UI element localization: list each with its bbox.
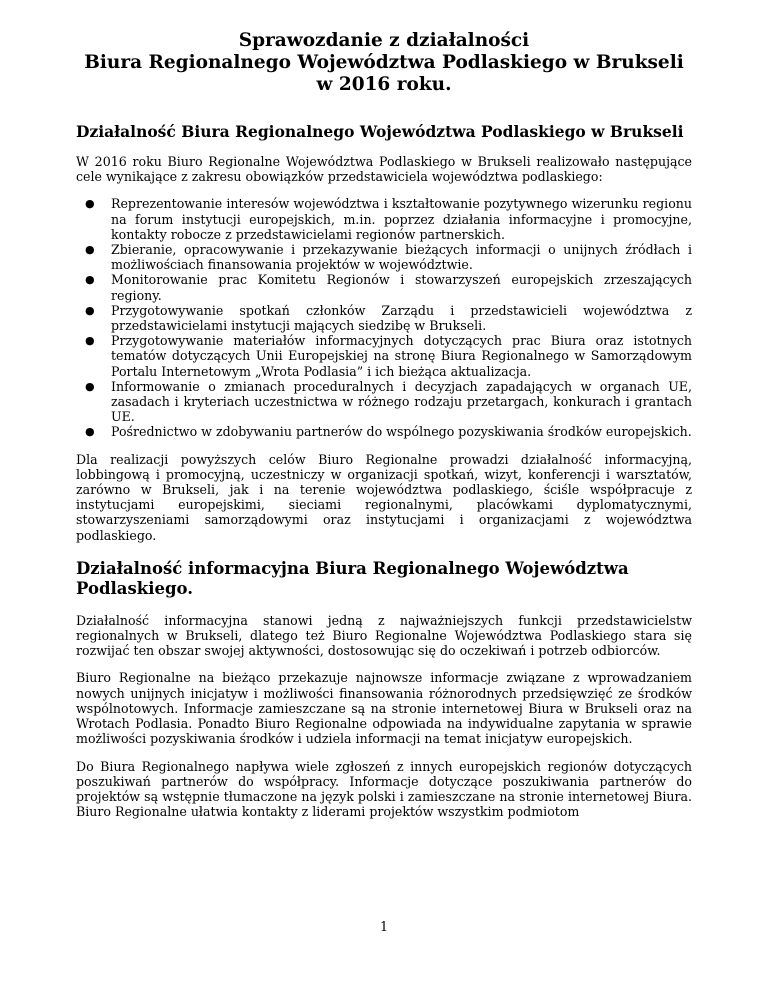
list-item: ● Monitorowanie prac Komitetu Regionów i stowarzyszeń europejskich zrzeszających regiony. [85,272,692,303]
section-2-heading: Działalność informacyjna Biura Regionalnego Województwa Podlaskiego. [76,558,629,598]
title-line-3: w 2016 roku. [316,74,452,95]
list-item: ● Informowanie o zmianach proceduralnych i decyzjach zapadających w organach UE, zasadach i kryteriach uczestnictwa w różnego rodzaju przetargach, konkurach i grantach UE. [85,378,692,425]
section-1-heading: Działalność Biura Regionalnego Województwa Podlaskiego w Brukseli [76,122,684,141]
section-2-paragraph: Do Biura Regionalnego napływa wiele zgłoszeń z innych europejskich regionów dotyczących poszukiwań partnerów do współpracy. Informacje dotyczące poszukiwania partnerów do projektów są wstępnie tłumaczone na język polski i zamieszczane na stronie internetowej Biura. Biuro Regionalne ułatwia kontakty z liderami projektów wszystkim podmiotom [76,758,692,820]
objectives-list [76,196,692,439]
title-line-2: Biura Regionalnego Województwa Podlaskiego w Brukseli [84,52,684,73]
page-number: 1 [379,919,388,934]
bullet-icon: ● [85,334,95,348]
section-2-paragraph: Działalność informacyjna stanowi jedną z najważniejszych funkcji przedstawicielstw regionalnych w Brukseli, dlatego też Biuro Regionalne Województwa Podlaskiego stara się rozwijać ten obszar swojej aktywności, dostosowując się do oczekiwań i potrzeb odbiorców. [76,612,692,659]
section-1-intro: W 2016 roku Biuro Regionalne Województwa Podlaskiego w Brukseli realizowało następujące cele wynikające z zakresu obowiązków przedstawiciela województwa podlaskiego: [76,154,692,185]
bullet-icon: ● [85,273,95,287]
list-item: ● Zbieranie, opracowywanie i przekazywanie bieżących informacji o unijnych źródłach i możliwościach finansowania projektów w województwie. [85,242,692,273]
bullet-icon: ● [85,425,95,439]
list-item: ● Reprezentowanie interesów województwa i kształtowanie pozytywnego wizerunku regionu na forum instytucji europejskich, m.in. poprzez działania informacyjne i promocyjne, kontakty robocze z przedstawicielami regionów partnerskich. [85,196,692,242]
bullet-icon: ● [85,379,95,393]
title-line-1: Sprawozdanie z działalności [238,30,530,51]
section-2-paragraph: Biuro Regionalne na bieżąco przekazuje najnowsze informacje związane z wprowadzaniem nowych unijnych inicjatyw i możliwości finansowania różnorodnych przedsięwzięć ze środków wspólnotowych. Informacje zamieszczane są na stronie internetowej Biura w Brukseli oraz na Wrotach Podlasia. Ponadto Biuro Regionalne odpowiada na indywidualne zapytania w sprawie możliwości pozyskiwania środków i udziela informacji na temat inicjatyw europejskich. [76,670,692,747]
list-item: ● Przygotowywanie spotkań członków Zarządu i przedstawicieli województwa z przedstawicielami instytucji mających siedzibę w Brukseli. [85,302,692,334]
list-item: ● Pośrednictwo w zdobywaniu partnerów do wspólnego pozyskiwania środków europejskich. [85,424,692,440]
bullet-icon: ● [85,243,95,257]
list-item: ● Przygotowywanie materiałów informacyjnych dotyczących prac Biura oraz istotnych tematów dotyczących Unii Europejskiej na stronę Biura Regionalnego w Samorządowym Portalu Internetowym „Wrota Podlasia” i ich bieżąca aktualizacja. [85,333,692,379]
section-1-closing: Dla realizacji powyższych celów Biuro Regionalne prowadzi działalność informacyjną, lobbingową i promocyjną, uczestniczy w organizacji spotkań, wizyt, konferencji i warsztatów, zarówno w Brukseli, jak i na terenie województwa podlaskiego, ściśle współpracuje z instytucjami europejskimi, sieciami regionalnymi, placówkami dyplomatycznymi, stowarzyszeniami samorządowymi oraz instytucjami i organizacjami z województwa podlaskiego. [76,451,692,543]
bullet-icon: ● [85,197,95,211]
bullet-icon: ● [85,303,95,317]
document-title [76,30,692,96]
